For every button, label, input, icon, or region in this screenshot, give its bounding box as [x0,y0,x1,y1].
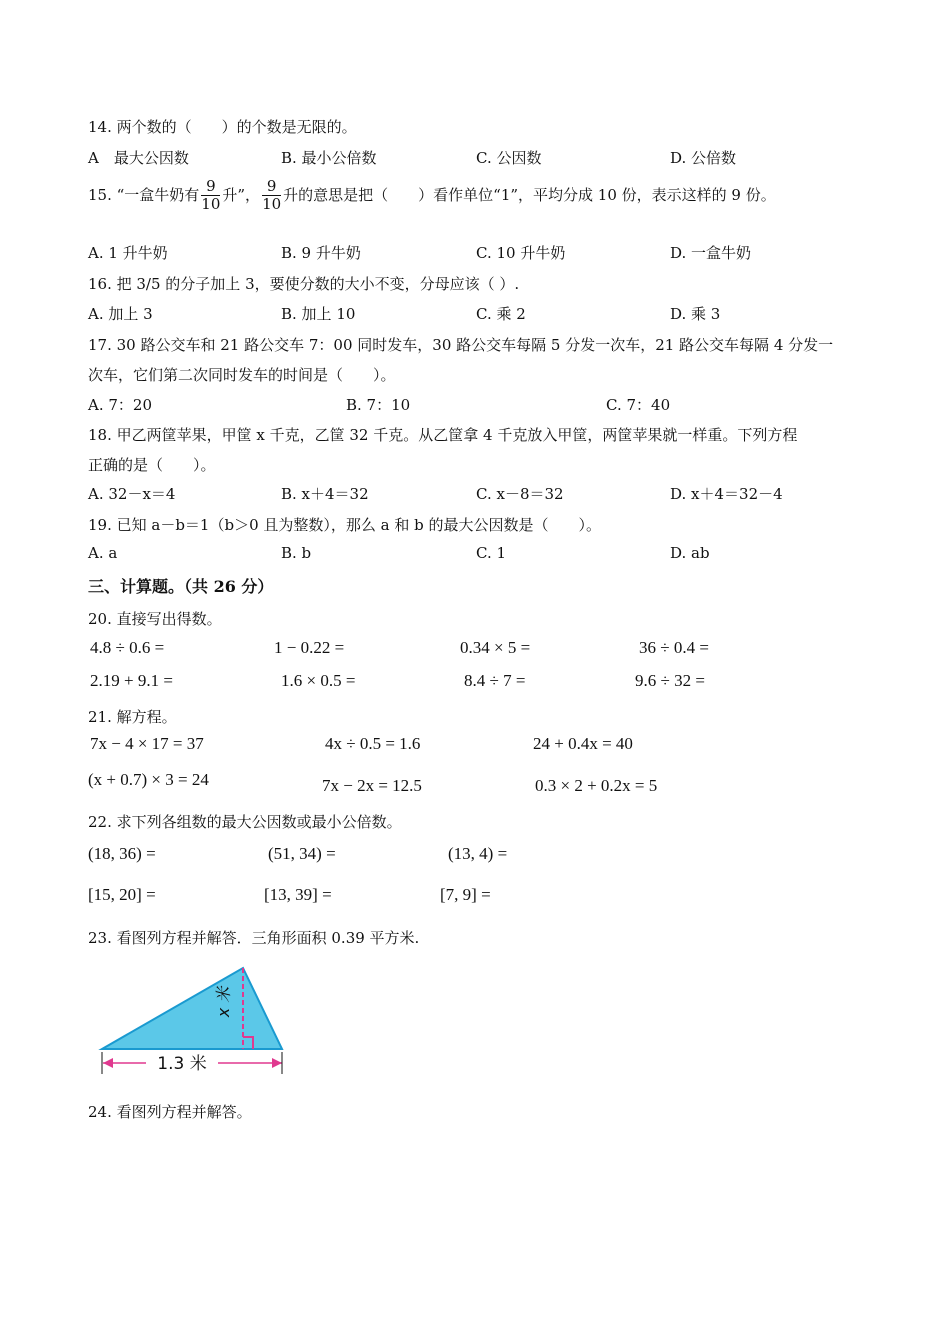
q20-expr-6: 1.6 × 0.5 = [281,671,356,690]
q22-gcd-3: (13, 4) = [448,844,508,863]
q14-option-a[interactable]: A 最大公因数 [88,149,189,167]
question-22-stem: 22. 求下列各组数的最大公因数或最小公倍数。 [88,813,402,831]
q20-expr-1: 4.8 ÷ 0.6 = [90,638,165,657]
q15-prefix: 15. “一盒牛奶有 [88,185,200,204]
q19-option-a[interactable]: A. a [88,544,118,562]
q19-option-b[interactable]: B. b [281,544,312,562]
q20-expr-5: 2.19 + 9.1 = [90,671,173,690]
q21-equation-6: 0.3 × 2 + 0.2x = 5 [535,776,658,795]
q14-option-d[interactable]: D. 公倍数 [670,149,737,167]
section-3-heading: 三、计算题。（共 26 分） [88,577,274,596]
q22-lcm-1: [15, 20] = [88,885,156,904]
q22-lcm-3: [7, 9] = [440,885,491,904]
q21-equation-3: 24 + 0.4x = 40 [533,734,633,753]
question-17-line2: 次车，它们第二次同时发车的时间是（ ）。 [88,366,396,384]
fraction-numerator: 9 [201,178,220,196]
q17-option-a[interactable]: A. 7：20 [88,396,152,414]
q16-option-d[interactable]: D. 乘 3 [670,305,721,323]
q20-expr-3: 0.34 × 5 = [460,638,531,657]
q21-equation-1: 7x − 4 × 17 = 37 [90,734,204,753]
arrowhead-right [272,1058,282,1068]
question-23-stem: 23. 看图列方程并解答．三角形面积 0.39 平方米. [88,929,420,947]
q15-option-a[interactable]: A. 1 升牛奶 [88,244,168,262]
q15-option-b[interactable]: B. 9 升牛奶 [281,244,361,262]
q22-gcd-2: (51, 34) = [268,844,336,863]
fraction-denominator: 10 [201,195,221,214]
q14-option-b[interactable]: B. 最小公倍数 [281,149,377,167]
question-21-stem: 21. 解方程。 [88,708,177,726]
q15-option-d[interactable]: D. 一盒牛奶 [670,244,752,262]
q21-equation-2: 4x ÷ 0.5 = 1.6 [325,734,421,753]
q16-option-b[interactable]: B. 加上 10 [281,305,356,323]
q14-option-c[interactable]: C. 公因数 [476,149,542,167]
q15-mid2: 升的意思是把（ ）看作单位“1”，平均分成 10 份，表示这样的 9 份。 [283,185,776,204]
q22-gcd-1: (18, 36) = [88,844,156,863]
q19-option-c[interactable]: C. 1 [476,544,507,562]
q18-option-d[interactable]: D. x＋4＝32－4 [670,485,783,503]
question-19-stem: 19. 已知 a－b＝1（b＞0 且为整数），那么 a 和 b 的最大公因数是（ ）。 [88,516,602,534]
question-24-stem: 24. 看图列方程并解答。 [88,1103,252,1121]
q18-option-b[interactable]: B. x＋4＝32 [281,485,369,503]
fraction-nine-tenths-2 [262,178,281,214]
q18-option-a[interactable]: A. 32－x＝4 [88,485,176,503]
question-18-line2: 正确的是（ ）。 [88,456,216,474]
q20-expr-8: 9.6 ÷ 32 = [635,671,705,690]
arrowhead-left [103,1058,113,1068]
q15-option-c[interactable]: C. 10 升牛奶 [476,244,566,262]
q21-equation-4: (x + 0.7) × 3 = 24 [88,770,209,789]
q17-option-c[interactable]: C. 7：40 [606,396,671,414]
height-label: x 米 [214,986,233,1018]
question-20-stem: 20. 直接写出得数。 [88,610,222,628]
triangle-figure [86,960,306,1085]
fraction-denominator: 10 [262,195,282,214]
fraction-numerator: 9 [262,178,281,196]
q16-option-c[interactable]: C. 乘 2 [476,305,526,323]
q17-option-b[interactable]: B. 7：10 [346,396,411,414]
question-14-stem: 14. 两个数的（ ）的个数是无限的。 [88,118,357,136]
q19-option-d[interactable]: D. ab [670,544,710,562]
question-17-line1: 17. 30 路公交车和 21 路公交车 7：00 同时发车，30 路公交车每隔 5 分发一次车，21 路公交车每隔 4 分发一 [88,336,834,354]
question-15-stem [88,178,776,214]
q20-expr-4: 36 ÷ 0.4 = [639,638,709,657]
q18-option-c[interactable]: C. x－8＝32 [476,485,564,503]
triangle-shape [102,968,282,1049]
q16-option-a[interactable]: A. 加上 3 [88,305,153,323]
q20-expr-2: 1 − 0.22 = [274,638,345,657]
q22-lcm-2: [13, 39] = [264,885,332,904]
q20-expr-7: 8.4 ÷ 7 = [464,671,526,690]
base-label: 1.3 米 [157,1054,207,1074]
q21-equation-5: 7x − 2x = 12.5 [322,776,422,795]
question-18-line1: 18. 甲乙两筐苹果，甲筐 x 千克，乙筐 32 千克。从乙筐拿 4 千克放入甲筐，两筐苹果就一样重。下列方程 [88,426,798,444]
question-16-stem: 16. 把 3/5 的分子加上 3，要使分数的大小不变，分母应该（ ）. [88,275,520,293]
fraction-nine-tenths [201,178,220,214]
q15-mid1: 升”， [222,185,261,204]
